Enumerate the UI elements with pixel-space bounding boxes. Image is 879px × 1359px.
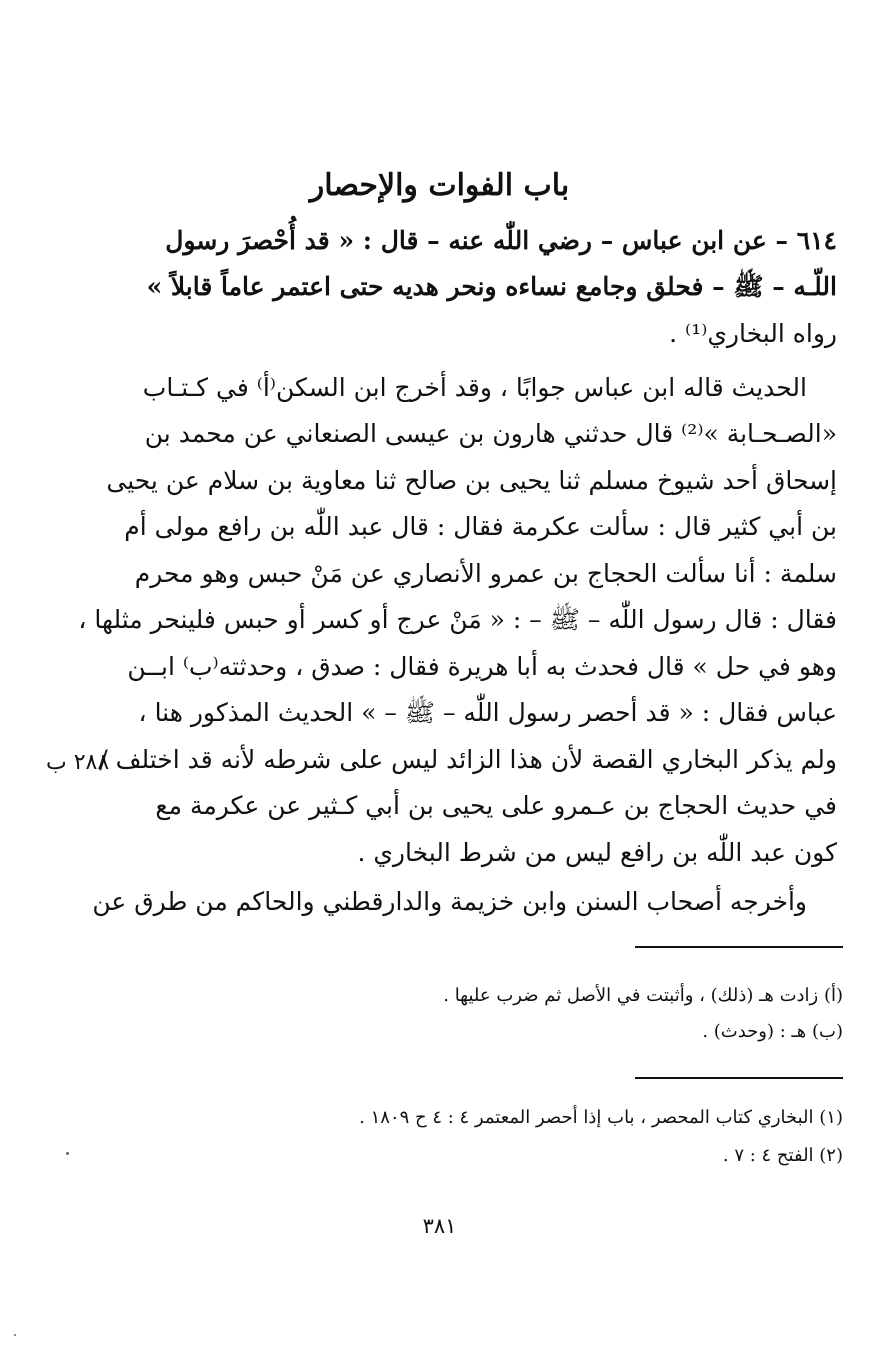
body-line-commentary-8: عباس فقال : « قد أحصر رسول اللّٰه – ﷺ – » الحديث المذكور هنا ، [138,698,837,727]
body-line-commentary-4: بن أبي كثير قال : سألت عكرمة فقال : قال عبد اللّٰه بن رافع مولى أم [124,512,837,541]
body-line-commentary-6: فقال : قال رسول اللّٰه – ﷺ – : « مَنْ عرج أو كسر أو حبس فلينحر مثلها ، [78,605,837,634]
body-line-commentary-10: في حديث الحجاج بن عـمرو على يحيى بن أبي كـثير عن عكرمة مع [155,791,837,820]
body-line-hadith-2: اللّـه – ﷺ – فحلق وجامع نساءه ونحر هديه حتى اعتمر عاماً قابلاً » [146,272,837,301]
footnote-divider [635,1077,843,1079]
body-line-commentary-1: الحديث قاله ابن عباس جوابًا ، وقد أخرج ابن السكن⁽أ⁾ في كـتـاب [142,373,807,402]
scan-speck [14,1334,16,1336]
source-note-1: (١) البخاري كتاب المحصر ، باب إذا أحصر المعتمر ٤ : ٤ ح ١٨٠٩ . [359,1107,843,1128]
manuscript-folio-reference: ٢٨٨ ب [46,750,110,775]
body-line-hadith-3: رواه البخاري⁽¹⁾ . [669,319,837,348]
body-line-commentary-9: ولم يذكر البخاري القصة لأن هذا الزائد ليس على شرطه لأنه قد اختلف / [99,745,837,774]
page-number: ٣٨١ [422,1214,457,1238]
body-line-hadith-1: ٦١٤ – عن ابن عباس – رضي اللّٰه عنه – قال : « قد أُحْصرَ رسول [165,226,837,255]
body-line-commentary-5: سلمة : أنا سألت الحجاج بن عمرو الأنصاري عن مَنْ حبس وهو محرم [134,559,837,588]
section-heading: باب الفوات والإحصار [309,168,570,203]
footnote-divider [635,946,843,948]
variant-note-a: (أ) زادت هـ (ذلك) ، وأثبتت في الأصل ثم ضرب عليها . [443,985,843,1006]
source-note-2: (٢) الفتح ٤ : ٧ . [722,1145,843,1166]
body-line-commentary-11: كون عبد اللّٰه بن رافع ليس من شرط البخاري . [357,838,837,867]
body-line-commentary-2: «الصـحـابة »⁽²⁾ قال حدثني هارون بن عيسى الصنعاني عن محمد بن [144,419,837,448]
body-line-commentary-7: وهو في حل » قال فحدث به أبا هريرة فقال : صدق ، وحدثته⁽ب⁾ ابــن [127,652,837,681]
body-line-commentary-3: إسحاق أحد شيوخ مسلم ثنا يحيى بن صالح ثنا معاوية بن سلام عن يحيى [106,466,837,495]
variant-note-b: (ب) هـ : (وحدث) . [702,1021,843,1042]
body-line-commentary-12: وأخرجه أصحاب السنن وابن خزيمة والدارقطني والحاكم من طرق عن [92,887,807,916]
scan-speck [66,1152,69,1155]
